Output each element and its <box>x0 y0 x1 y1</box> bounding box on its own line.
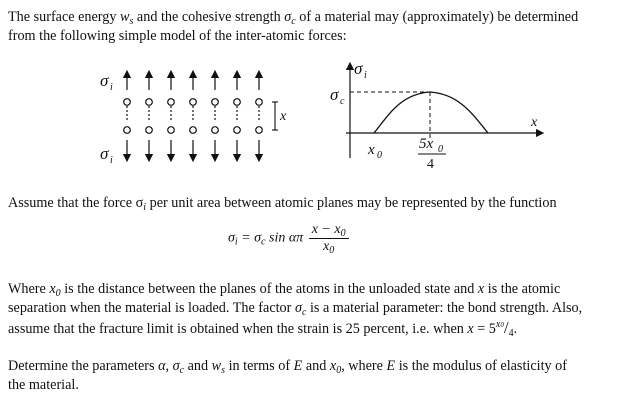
lattice-column <box>124 74 131 158</box>
determine-text: is the modulus of elasticity of <box>395 358 567 374</box>
sigma-c-symbol: σ <box>284 9 292 25</box>
x-dimension-indicator <box>272 102 278 130</box>
ws-subscript: s <box>221 365 226 376</box>
force-curve-figure <box>318 58 548 180</box>
lattice-column <box>256 74 263 158</box>
determine-text: and <box>302 358 330 374</box>
sigma-i-bottom-label: σ <box>100 144 109 163</box>
fraction-slash: / <box>503 318 509 337</box>
where-line-2 <box>8 298 582 318</box>
x0-tick-subscript: 0 <box>377 150 382 161</box>
formula-denominator <box>309 239 349 255</box>
force-formula <box>228 222 349 255</box>
numerator-subscript: 0 <box>340 228 346 239</box>
determine-line-1 <box>8 356 567 376</box>
sigma-c-axis-label: σ <box>330 85 339 104</box>
where-text: separation when the material is loaded. The factor <box>8 300 295 316</box>
sigma-i-top-label: σ <box>100 71 109 90</box>
equals-five: = 5 <box>473 321 496 337</box>
E-symbol: E <box>386 358 396 374</box>
where-line-1 <box>8 279 560 299</box>
formula-sigma-c-subscript: c <box>261 236 266 248</box>
lattice-column <box>212 74 219 158</box>
ws-subscript: s <box>129 16 134 27</box>
x-axis-label: x <box>531 115 538 130</box>
force-curve <box>374 92 488 133</box>
x-symbol: x <box>467 321 474 337</box>
x0-superscript <box>496 319 504 330</box>
where-text: is the distance between the planes of the atoms in the unloaded state and <box>60 281 478 297</box>
x0-subscript: 0 <box>336 365 342 376</box>
sup-x: x <box>495 319 501 330</box>
determine-text: in terms of <box>225 358 294 374</box>
ws-symbol: w <box>120 9 130 25</box>
formula-lhs-subscript: i <box>234 236 238 248</box>
determine-text: Determine the parameters <box>8 358 159 374</box>
sigma-c-subscript: c <box>179 365 185 376</box>
assume-line <box>8 193 557 213</box>
formula-sin: sin απ <box>265 230 304 246</box>
denominator-subscript: 0 <box>329 245 335 256</box>
where-text: assume that the fracture limit is obtained when the strain is 25 percent, i.e. when <box>8 321 468 337</box>
atom-lattice-figure <box>95 62 305 172</box>
where-text: Where <box>8 281 50 297</box>
where-text: is the atomic <box>484 281 561 297</box>
sigma-i-top-subscript: i <box>110 82 113 93</box>
intro-text: and the cohesive strength <box>133 9 285 25</box>
x0-symbol: x <box>49 281 56 297</box>
formula-lhs: σ <box>228 230 235 246</box>
x0-symbol: x <box>329 358 337 374</box>
sigma-i-bottom-subscript: i <box>110 155 113 166</box>
period: . <box>513 321 518 337</box>
intro-text: of a material may (approximately) be determined <box>295 9 579 25</box>
lattice-column <box>190 74 197 158</box>
assume-subscript: i <box>143 202 147 213</box>
E-symbol: E <box>293 358 303 374</box>
x-symbol: x <box>477 281 485 297</box>
where-line-3 <box>8 318 517 339</box>
sigma-c-axis-subscript: c <box>340 96 345 107</box>
peak-tick-numerator: 5x <box>419 136 434 152</box>
alpha-sigma-symbols: α, σ <box>158 358 180 374</box>
determine-text: , where <box>341 358 387 374</box>
where-text: is a material parameter: the bond strength. Also, <box>306 300 583 316</box>
lattice-column <box>168 74 175 158</box>
intro-text: The surface energy <box>8 9 120 25</box>
denominator-text: x <box>323 239 330 254</box>
determine-line-2: the material. <box>8 377 79 393</box>
sigma-c-symbol: σ <box>294 300 302 316</box>
denominator-four: 4 <box>508 328 514 339</box>
formula-equals: = σ <box>237 230 262 246</box>
x-dimension-label: x <box>280 109 287 124</box>
ws-symbol: w <box>211 358 222 374</box>
x0-subscript: 0 <box>55 288 61 299</box>
lattice-column <box>234 74 241 158</box>
sigma-i-axis-subscript: i <box>364 70 367 81</box>
x0-tick-label: x <box>368 142 375 158</box>
formula-numerator <box>309 222 349 239</box>
sigma-c-subscript: c <box>301 307 307 318</box>
assume-text: Assume that the force σ <box>8 195 144 211</box>
lattice-column <box>146 74 153 158</box>
sigma-c-subscript: c <box>291 16 296 27</box>
peak-tick-numerator-subscript: 0 <box>438 144 443 155</box>
peak-tick-denominator: 4 <box>427 157 434 172</box>
sup-x-subscript: 0 <box>500 321 504 329</box>
numerator-text: x − x <box>311 222 341 237</box>
lattice-columns <box>124 74 263 158</box>
intro-line-1 <box>8 7 578 27</box>
intro-line-2: from the following simple model of the inter-atomic forces: <box>8 28 347 44</box>
sigma-i-axis-label: σ <box>354 59 363 78</box>
determine-text: and <box>184 358 212 374</box>
formula-fraction <box>309 222 349 255</box>
assume-text-rest: per unit area between atomic planes may be represented by the function <box>146 195 557 211</box>
